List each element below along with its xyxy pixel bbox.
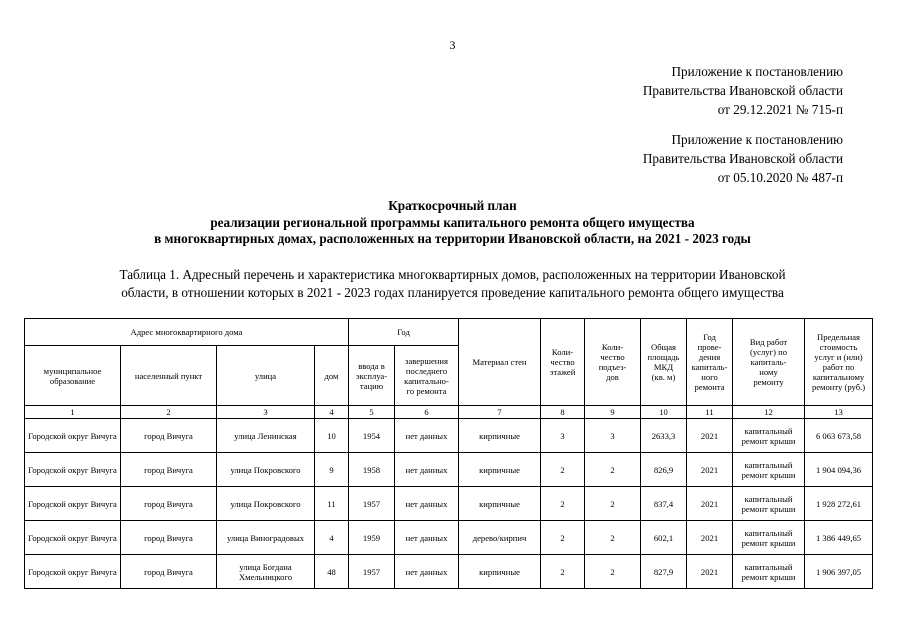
header-address: Адрес многоквартирного дома (25, 319, 349, 346)
column-number: 12 (733, 406, 805, 419)
table-row (25, 521, 873, 555)
header-house: дом (315, 346, 349, 406)
cell-municipality: Городской округ Вичуга (25, 453, 121, 487)
cell-year-commission: 1958 (349, 453, 395, 487)
column-number: 8 (541, 406, 585, 419)
document-title (0, 198, 905, 248)
cell-wall-material: кирпичные (459, 453, 541, 487)
cell-repair-year: 2021 (687, 453, 733, 487)
houses-table (24, 318, 873, 589)
column-number: 1 (25, 406, 121, 419)
cell-work-type: капитальный ремонт крыши (733, 419, 805, 453)
header-cost: Предельная стоимость услуг и (или) работ по капитальному ремонту (руб.) (805, 319, 873, 406)
column-number: 9 (585, 406, 641, 419)
cell-area: 826,9 (641, 453, 687, 487)
table-row (25, 419, 873, 453)
appendix-line: от 29.12.2021 № 715-п (717, 102, 843, 117)
cell-area: 602,1 (641, 521, 687, 555)
cell-cost: 1 904 094,36 (805, 453, 873, 487)
cell-municipality: Городской округ Вичуга (25, 419, 121, 453)
cell-entrances: 3 (585, 419, 641, 453)
appendix-note-original (643, 130, 843, 187)
cell-house: 10 (315, 419, 349, 453)
header-year-commission: ввода в эксплуа- тацию (349, 346, 395, 406)
cell-floors: 3 (541, 419, 585, 453)
header-area: Общая площадь МКД (кв. м) (641, 319, 687, 406)
cell-settlement: город Вичуга (121, 419, 217, 453)
cell-repair-year: 2021 (687, 487, 733, 521)
header-wall-material: Материал стен (459, 319, 541, 406)
cell-wall-material: кирпичные (459, 487, 541, 521)
cell-entrances: 2 (585, 521, 641, 555)
cell-wall-material: дерево/кирпич (459, 521, 541, 555)
table-row (25, 487, 873, 521)
column-number: 4 (315, 406, 349, 419)
cell-municipality: Городской округ Вичуга (25, 487, 121, 521)
column-number-row (25, 406, 873, 419)
header-entrances: Коли- чество подъез- дов (585, 319, 641, 406)
table-group-header-row (25, 319, 873, 346)
cell-entrances: 2 (585, 555, 641, 589)
caption-line: Таблица 1. Адресный перечень и характеристика многоквартирных домов, расположенных на территории Ивановской (119, 267, 786, 282)
cell-house: 9 (315, 453, 349, 487)
header-repair-year: Год прове- дения капиталь- ного ремонта (687, 319, 733, 406)
cell-street: улица Покровского (217, 453, 315, 487)
column-number: 2 (121, 406, 217, 419)
header-work-type: Вид работ (услуг) по капиталь- ному ремонту (733, 319, 805, 406)
cell-year-commission: 1959 (349, 521, 395, 555)
caption-line: области, в отношении которых в 2021 - 2023 годах планируется проведение капитального ремонта общего имущества (121, 284, 784, 300)
header-street: улица (217, 346, 315, 406)
column-number: 11 (687, 406, 733, 419)
cell-year-commission: 1957 (349, 555, 395, 589)
appendix-line: Приложение к постановлению (671, 64, 843, 79)
cell-street: улица Богдана Хмельницкого (217, 555, 315, 589)
table-row (25, 555, 873, 589)
cell-settlement: город Вичуга (121, 555, 217, 589)
cell-year-last-repair: нет данных (395, 521, 459, 555)
header-settlement: населенный пункт (121, 346, 217, 406)
appendix-note-current (643, 62, 843, 119)
table-body (25, 419, 873, 589)
cell-floors: 2 (541, 555, 585, 589)
column-number: 10 (641, 406, 687, 419)
column-number: 6 (395, 406, 459, 419)
cell-settlement: город Вичуга (121, 453, 217, 487)
cell-repair-year: 2021 (687, 419, 733, 453)
column-number: 3 (217, 406, 315, 419)
cell-repair-year: 2021 (687, 555, 733, 589)
cell-wall-material: кирпичные (459, 555, 541, 589)
cell-house: 11 (315, 487, 349, 521)
cell-cost: 1 906 397,05 (805, 555, 873, 589)
cell-work-type: капитальный ремонт крыши (733, 555, 805, 589)
cell-year-commission: 1954 (349, 419, 395, 453)
cell-cost: 1 928 272,61 (805, 487, 873, 521)
cell-work-type: капитальный ремонт крыши (733, 487, 805, 521)
cell-year-last-repair: нет данных (395, 419, 459, 453)
header-year-last-repair: завершения последнего капитально- го ремонта (395, 346, 459, 406)
cell-house: 4 (315, 521, 349, 555)
appendix-line: Правительства Ивановской области (642, 151, 843, 166)
cell-street: улица Ленинская (217, 419, 315, 453)
title-line: реализации региональной программы капитального ремонта общего имущества (210, 214, 695, 230)
cell-house: 48 (315, 555, 349, 589)
cell-year-commission: 1957 (349, 487, 395, 521)
cell-entrances: 2 (585, 487, 641, 521)
cell-wall-material: кирпичные (459, 419, 541, 453)
header-year: Год (349, 319, 459, 346)
title-line: Краткосрочный план (388, 198, 517, 213)
cell-street: улица Покровского (217, 487, 315, 521)
cell-work-type: капитальный ремонт крыши (733, 521, 805, 555)
appendix-line: Правительства Ивановской области (642, 83, 843, 98)
cell-area: 837,4 (641, 487, 687, 521)
cell-municipality: Городской округ Вичуга (25, 555, 121, 589)
cell-floors: 2 (541, 487, 585, 521)
cell-cost: 1 386 449,65 (805, 521, 873, 555)
cell-repair-year: 2021 (687, 521, 733, 555)
table-caption (40, 266, 865, 301)
title-line: в многоквартирных домах, расположенных на территории Ивановской области, на 2021 - 2023 годы (154, 231, 751, 246)
cell-area: 2633,3 (641, 419, 687, 453)
cell-street: улица Виноградовых (217, 521, 315, 555)
appendix-line: Приложение к постановлению (671, 132, 843, 147)
table-row (25, 453, 873, 487)
column-number: 5 (349, 406, 395, 419)
cell-work-type: капитальный ремонт крыши (733, 453, 805, 487)
page-number: 3 (449, 38, 456, 52)
cell-settlement: город Вичуга (121, 521, 217, 555)
header-municipality: муниципальное образование (25, 346, 121, 406)
cell-year-last-repair: нет данных (395, 453, 459, 487)
cell-floors: 2 (541, 453, 585, 487)
cell-entrances: 2 (585, 453, 641, 487)
header-floors: Коли- чество этажей (541, 319, 585, 406)
cell-floors: 2 (541, 521, 585, 555)
cell-municipality: Городской округ Вичуга (25, 521, 121, 555)
cell-area: 827,9 (641, 555, 687, 589)
appendix-line: от 05.10.2020 № 487-п (717, 170, 843, 185)
cell-year-last-repair: нет данных (395, 487, 459, 521)
cell-cost: 6 063 673,58 (805, 419, 873, 453)
cell-year-last-repair: нет данных (395, 555, 459, 589)
cell-settlement: город Вичуга (121, 487, 217, 521)
column-number: 13 (805, 406, 873, 419)
column-number: 7 (459, 406, 541, 419)
